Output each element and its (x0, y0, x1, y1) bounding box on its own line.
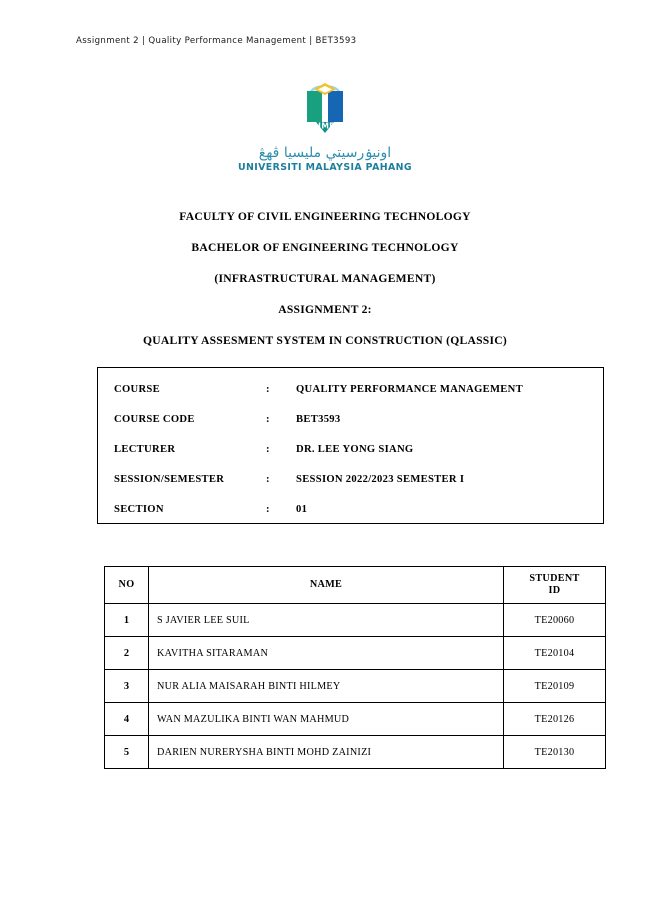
row-student-id: TE20104 (504, 637, 606, 670)
header-student-id-line2: ID (548, 585, 561, 596)
row-name: NUR ALIA MAISARAH BINTI HILMEY (149, 670, 504, 703)
table-row (105, 637, 606, 670)
svg-text:UMP: UMP (314, 121, 336, 131)
course-code-colon: : (266, 414, 270, 425)
header-student-id (504, 567, 606, 604)
row-name: WAN MAZULIKA BINTI WAN MAHMUD (149, 703, 504, 736)
course-code-value: BET3593 (296, 414, 341, 425)
lecturer-colon: : (266, 444, 270, 455)
session-value: SESSION 2022/2023 SEMESTER I (296, 474, 465, 485)
session-colon: : (266, 474, 270, 485)
row-no: 4 (105, 703, 149, 736)
section-label: SECTION (114, 504, 164, 515)
course-info-row-section (98, 495, 603, 525)
section-colon: : (266, 504, 270, 515)
session-label: SESSION/SEMESTER (114, 474, 225, 485)
table-row (105, 604, 606, 637)
table-row (105, 736, 606, 769)
university-logo (0, 80, 650, 173)
row-no: 1 (105, 604, 149, 637)
course-code-label: COURSE CODE (114, 414, 195, 425)
header-name: NAME (149, 567, 504, 604)
row-no: 5 (105, 736, 149, 769)
header-student-id-line1: STUDENT (529, 573, 580, 584)
logo-jawi-text: اونيۏرسيتي مليسيا ڤهڠ (258, 145, 392, 161)
row-name: KAVITHA SITARAMAN (149, 637, 504, 670)
title-programme: BACHELOR OF ENGINEERING TECHNOLOGY (191, 241, 459, 254)
course-info-row-session (98, 465, 603, 495)
course-label: COURSE (114, 384, 160, 395)
header-no: NO (105, 567, 149, 604)
row-no: 3 (105, 670, 149, 703)
lecturer-label: LECTURER (114, 444, 176, 455)
section-value: 01 (296, 504, 308, 515)
running-header: Assignment 2 | Quality Performance Management | BET3593 (76, 36, 357, 46)
course-info-row-lecturer (98, 435, 603, 465)
table-row (105, 703, 606, 736)
row-student-id: TE20109 (504, 670, 606, 703)
table-header-row (105, 567, 606, 604)
row-name: S JAVIER LEE SUIL (149, 604, 504, 637)
row-no: 2 (105, 637, 149, 670)
title-topic: QUALITY ASSESMENT SYSTEM IN CONSTRUCTION (QLASSIC) (143, 334, 507, 347)
row-name: DARIEN NURERYSHA BINTI MOHD ZAINIZI (149, 736, 504, 769)
title-faculty: FACULTY OF CIVIL ENGINEERING TECHNOLOGY (179, 210, 471, 223)
lecturer-value: DR. LEE YONG SIANG (296, 444, 414, 455)
ump-shield-icon (289, 80, 361, 142)
title-assignment: ASSIGNMENT 2: (278, 303, 372, 316)
table-row (105, 670, 606, 703)
logo-institution-name: UNIVERSITI MALAYSIA PAHANG (238, 162, 412, 173)
course-value: QUALITY PERFORMANCE MANAGEMENT (296, 384, 523, 395)
title-speciality: (INFRASTRUCTURAL MANAGEMENT) (214, 272, 436, 285)
title-block (0, 210, 650, 347)
course-colon: : (266, 384, 270, 395)
row-student-id: TE20130 (504, 736, 606, 769)
row-student-id: TE20126 (504, 703, 606, 736)
student-table-body (105, 604, 606, 769)
course-info-row-course (98, 375, 603, 405)
course-info-row-course-code (98, 405, 603, 435)
row-student-id: TE20060 (504, 604, 606, 637)
student-list-table (104, 566, 606, 769)
course-info-box (97, 367, 604, 524)
